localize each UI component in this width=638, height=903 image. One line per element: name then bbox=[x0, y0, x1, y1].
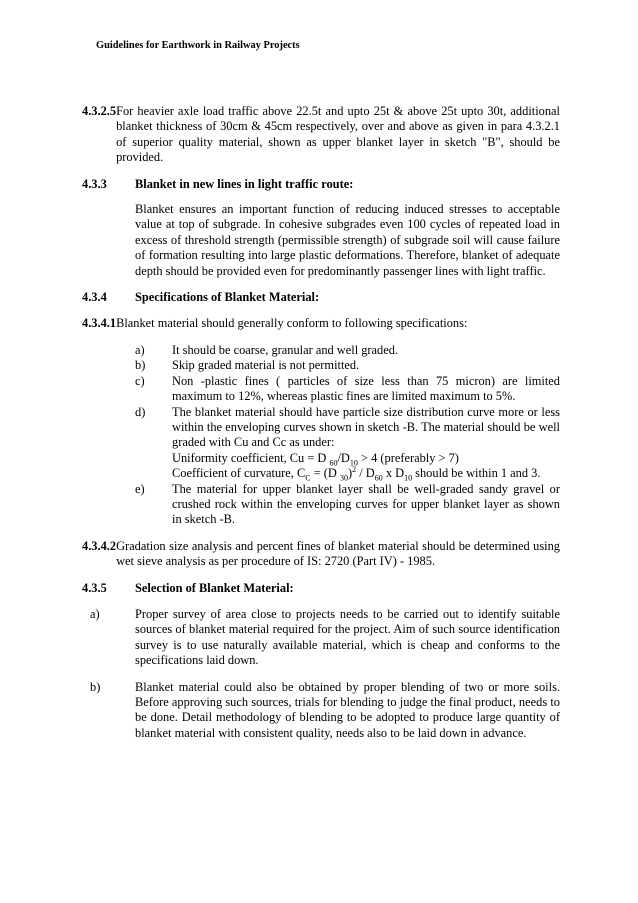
list-text: Non -plastic fines ( particles of size less than 75 micron) are limited maximum to 12%, whereas plastic fines are limited maximum to 5%. bbox=[172, 373, 560, 404]
para-4-3-4-2 bbox=[82, 539, 560, 570]
list-item bbox=[135, 358, 560, 373]
section-title: Blanket in new lines in light traffic route: bbox=[135, 176, 354, 191]
uniformity-coefficient-formula bbox=[172, 451, 560, 466]
formula-part: should be within 1 and 3. bbox=[412, 466, 541, 481]
formula-part: > 4 (preferably > 7) bbox=[357, 450, 459, 465]
para-text: For heavier axle load traffic above 22.5t and upto 25t & above 25t upto 30t, additional blanket thickness of 30cm & 45cm respectively, over and above as given in para 4.3.2.1 of superior quality material, shown as upper blanket layer in sketch "B", should be provided. bbox=[116, 104, 560, 165]
list-item bbox=[135, 405, 560, 482]
formula-subscript: 10 bbox=[404, 473, 413, 483]
formula-part: x D bbox=[382, 466, 405, 481]
formula-subscript: 60 bbox=[374, 473, 383, 483]
formula-part: ) bbox=[347, 466, 353, 481]
formula-part: = (D bbox=[310, 466, 340, 481]
section-heading-4-3-5 bbox=[82, 581, 560, 596]
list-text: Skip graded material is not permitted. bbox=[172, 358, 360, 373]
formula-subscript: C bbox=[305, 473, 311, 483]
para-number: 4.3.4.2 bbox=[82, 538, 117, 553]
section-body-4-3-3: Blanket ensures an important function of reducing induced stresses to acceptable value at top of subgrade. In cohesive subgrades even 100 cycles of repeated load in excess of threshold strength (permissible strength) of subgrade soil will cause failure of formation resulting into large plastic deformations. Therefore, blanket of adequate depth should be provided even for predominantly passenger lines with light traffic. bbox=[135, 202, 560, 278]
page-content bbox=[82, 104, 560, 752]
list-letter: a) bbox=[135, 342, 145, 357]
list-text: Proper survey of area close to projects needs to be carried out to identify suitable sources of blanket material required for the project. Aim of such source identification survey is to use naturally available material, which is cheap and conforms to the specifications laid down. bbox=[135, 606, 560, 668]
section-title: Selection of Blanket Material: bbox=[135, 580, 294, 595]
list-letter: a) bbox=[90, 606, 100, 621]
section-number: 4.3.5 bbox=[82, 580, 107, 595]
section-title: Specifications of Blanket Material: bbox=[135, 290, 320, 305]
formula-part: /D bbox=[337, 450, 350, 465]
formula-subscript: 10 bbox=[349, 458, 358, 468]
formula-part: Uniformity coefficient, Cu = D bbox=[172, 450, 330, 465]
list-text: It should be coarse, granular and well graded. bbox=[172, 342, 399, 357]
list-item bbox=[135, 482, 560, 528]
spec-list bbox=[135, 343, 560, 528]
list-item bbox=[135, 343, 560, 358]
list-item bbox=[82, 680, 560, 742]
formula-part: / D bbox=[356, 466, 375, 481]
formula-superscript: 2 bbox=[352, 465, 357, 474]
list-letter: e) bbox=[135, 481, 145, 496]
section-number: 4.3.4 bbox=[82, 290, 107, 305]
list-text bbox=[172, 405, 560, 482]
list-item bbox=[82, 607, 560, 669]
para-text: Gradation size analysis and percent fines of blanket material should be determined using wet sieve analysis as per procedure of IS: 2720 (Part IV) - 1985. bbox=[116, 538, 560, 569]
para-number: 4.3.4.1 bbox=[82, 316, 117, 331]
list-letter: b) bbox=[90, 679, 101, 694]
list-letter: d) bbox=[135, 404, 146, 419]
list-letter: c) bbox=[135, 373, 145, 388]
list-text: Blanket material could also be obtained by proper blending of two or more soils. Before approving such sources, trials for blending to judge the final product, needs to be done. Detail methodology of blending to be adopted to produce large quantity of blanket material with consistent quality, needs also to be laid down in advance. bbox=[135, 679, 560, 740]
list-item bbox=[135, 374, 560, 405]
running-header: Guidelines for Earthwork in Railway Projects bbox=[96, 40, 300, 51]
list-letter: b) bbox=[135, 358, 146, 373]
formula-part: Coefficient of curvature, C bbox=[172, 466, 306, 481]
para-4-3-2-5 bbox=[82, 104, 560, 166]
para-4-3-4-1 bbox=[82, 316, 560, 331]
para-number: 4.3.2.5 bbox=[82, 104, 117, 118]
para-text: Blanket material should generally conform to following specifications: bbox=[116, 316, 468, 331]
list-text-main: The blanket material should have particle size distribution curve more or less within the enveloping curves shown in sketch -B. The material should be well graded with Cu and Cc as under: bbox=[172, 404, 560, 450]
curvature-coefficient-formula bbox=[172, 466, 560, 481]
selection-list bbox=[82, 607, 560, 741]
section-heading-4-3-4 bbox=[82, 290, 560, 305]
section-heading-4-3-3 bbox=[82, 177, 560, 192]
formula-subscript: 30 bbox=[339, 473, 348, 483]
list-text: The material for upper blanket layer shall be well-graded sandy gravel or crushed rock within the enveloping curves for upper blanket layer as shown in sketch -B. bbox=[172, 481, 560, 527]
formula-subscript: 60 bbox=[329, 458, 338, 468]
section-number: 4.3.3 bbox=[82, 176, 107, 191]
